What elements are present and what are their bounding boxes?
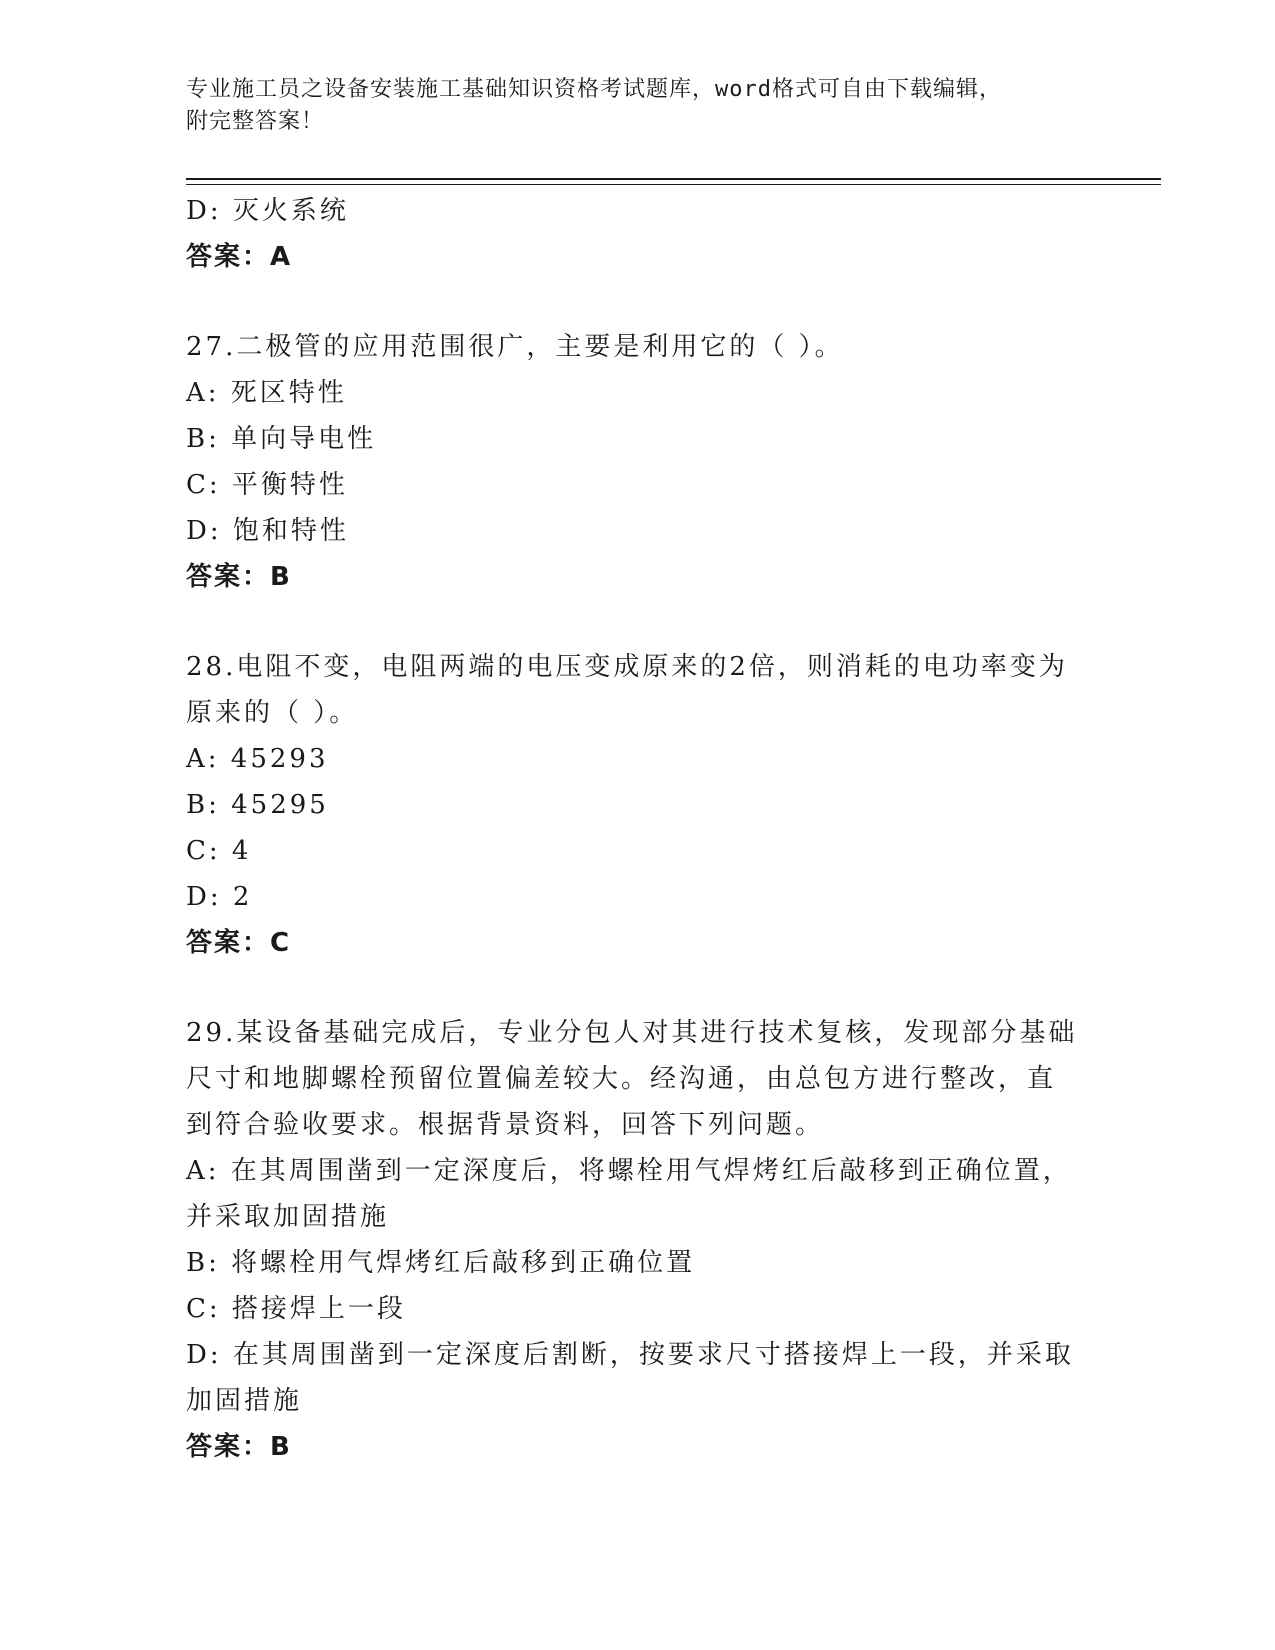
option-b: B: 45295: [186, 790, 329, 820]
answer: 答案：B: [186, 1432, 292, 1462]
option-c: C: 搭接焊上一段: [186, 1294, 406, 1324]
previous-question-tail: [186, 188, 1086, 280]
answer: 答案：A: [186, 242, 293, 272]
question-stem-line-1: 28.电阻不变，电阻两端的电压变成原来的2倍，则消耗的电功率变为: [186, 652, 1068, 682]
option-a: A: 死区特性: [186, 378, 347, 408]
option-c: C: 平衡特性: [186, 470, 348, 500]
question-29: [186, 1010, 1086, 1470]
question-stem-line-1: 29.某设备基础完成后，专业分包人对其进行技术复核，发现部分基础: [186, 1018, 1078, 1048]
question-27: [186, 324, 1086, 600]
question-list: [186, 188, 1086, 1470]
option-d: D: 饱和特性: [186, 516, 349, 546]
option-d: D: 2: [186, 882, 253, 912]
option-a-line-2: 并采取加固措施: [186, 1202, 390, 1232]
spacer: [186, 280, 1086, 324]
option-a: A: 45293: [186, 744, 329, 774]
answer: 答案：B: [186, 562, 292, 592]
option-d-line-2: 加固措施: [186, 1386, 303, 1416]
spacer: [186, 600, 1086, 644]
answer: 答案：C: [186, 928, 292, 958]
question-stem-line-2: 原来的（ ）。: [186, 698, 359, 728]
spacer: [186, 966, 1086, 1010]
option-b: B: 将螺栓用气焊烤红后敲移到正确位置: [186, 1248, 696, 1278]
question-stem: 27.二极管的应用范围很广，主要是利用它的（ ）。: [186, 332, 844, 362]
header-divider-thick: [186, 178, 1161, 180]
option-d-line-1: D: 在其周围凿到一定深度后割断，按要求尺寸搭接焊上一段，并采取: [186, 1340, 1074, 1370]
question-stem-line-3: 到符合验收要求。根据背景资料，回答下列问题。: [186, 1110, 825, 1140]
header-line-2: 附完整答案！: [186, 109, 325, 134]
question-stem-line-2: 尺寸和地脚螺栓预留位置偏差较大。经沟通，由总包方进行整改，直: [186, 1064, 1057, 1094]
option-a-line-1: A: 在其周围凿到一定深度后，将螺栓用气焊烤红后敲移到正确位置，: [186, 1156, 1072, 1186]
option-d: D: 灭火系统: [186, 196, 349, 226]
header-divider-thin: [186, 184, 1161, 185]
option-c: C: 4: [186, 836, 252, 866]
option-b: B: 单向导电性: [186, 424, 377, 454]
header-line-1: 专业施工员之设备安装施工基础知识资格考试题库，word格式可自由下载编辑，: [186, 77, 1002, 102]
question-28: [186, 644, 1086, 966]
page-header: [186, 74, 1086, 138]
